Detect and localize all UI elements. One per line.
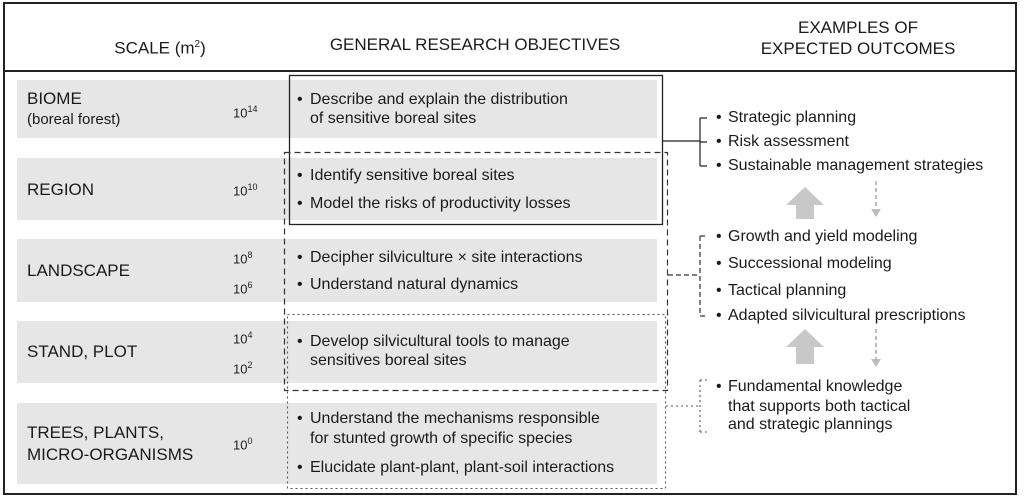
scale-exponent: $10^0$ — [233, 436, 253, 453]
outcomes-header: EXAMPLES OF EXPECTED OUTCOMES — [760, 18, 956, 58]
level-name: STAND, PLOT — [27, 342, 138, 361]
scale-exponent: $10^2$ — [233, 360, 253, 377]
scale-exponent: $10^{10}$ — [233, 182, 258, 199]
outcome-item: • Sustainable management strategies — [716, 157, 984, 174]
scale-header: SCALE $(m^2)$ — [114, 38, 206, 58]
outcome-item-continued: that supports both tactical — [728, 398, 911, 415]
tactical-group-outline — [285, 153, 668, 391]
fundamental-group-outline — [288, 315, 666, 489]
up-arrow-icon — [786, 329, 824, 364]
objective-item: • Identify sensitive boreal sites — [297, 167, 515, 184]
scale-exponent: $10^8$ — [233, 250, 253, 267]
outcome-item-continued: and strategic plannings — [728, 416, 893, 433]
objective-item: • Describe and explain the distribution — [297, 91, 568, 108]
fundamental-connector — [666, 380, 707, 432]
up-arrow-icon — [786, 187, 824, 219]
strategic-group-outline — [290, 76, 663, 225]
scale-exponent: $10^{14}$ — [233, 104, 258, 121]
level-subtitle: (boreal forest) — [27, 111, 121, 128]
outcome-item: • Tactical planning — [716, 282, 847, 299]
tactical-connector — [668, 236, 707, 316]
level-name: REGION — [27, 180, 95, 199]
objective-item: • Model the risks of productivity losses — [297, 195, 571, 212]
level-name: TREES, PLANTS, — [27, 423, 164, 442]
level-name: MICRO-ORGANISMS — [27, 445, 194, 464]
objective-item: • Decipher silviculture × site interactions — [297, 249, 583, 266]
strategic-connector — [662, 118, 707, 166]
down-arrow-icon — [871, 359, 881, 367]
scale-exponent: $10^6$ — [233, 280, 253, 297]
objective-item: • Understand the mechanisms responsible — [297, 410, 600, 427]
objective-item-continued: sensitives boreal sites — [310, 352, 467, 369]
objective-item: • Elucidate plant-plant, plant-soil interactions — [297, 459, 615, 476]
down-arrow-icon — [871, 209, 881, 217]
level-name: BIOME — [27, 89, 82, 108]
objectives-header: GENERAL RESEARCH OBJECTIVES — [329, 35, 621, 54]
outcome-item: • Fundamental knowledge — [716, 378, 903, 395]
outcome-item: • Risk assessment — [716, 133, 849, 150]
objective-item-continued: for stunted growth of specific species — [310, 430, 573, 447]
objective-item: • Understand natural dynamics — [297, 276, 519, 293]
outcome-item: • Successional modeling — [716, 255, 892, 272]
outcome-item: • Adapted silvicultural prescriptions — [716, 307, 966, 324]
objective-item: • Develop silvicultural tools to manage — [297, 333, 570, 350]
level-name: LANDSCAPE — [27, 261, 130, 280]
scale-exponent: $10^4$ — [233, 330, 253, 347]
outcome-item: • Strategic planning — [716, 109, 857, 126]
objective-item-continued: of sensitive boreal sites — [310, 110, 477, 127]
outcome-item: • Growth and yield modeling — [716, 228, 918, 245]
